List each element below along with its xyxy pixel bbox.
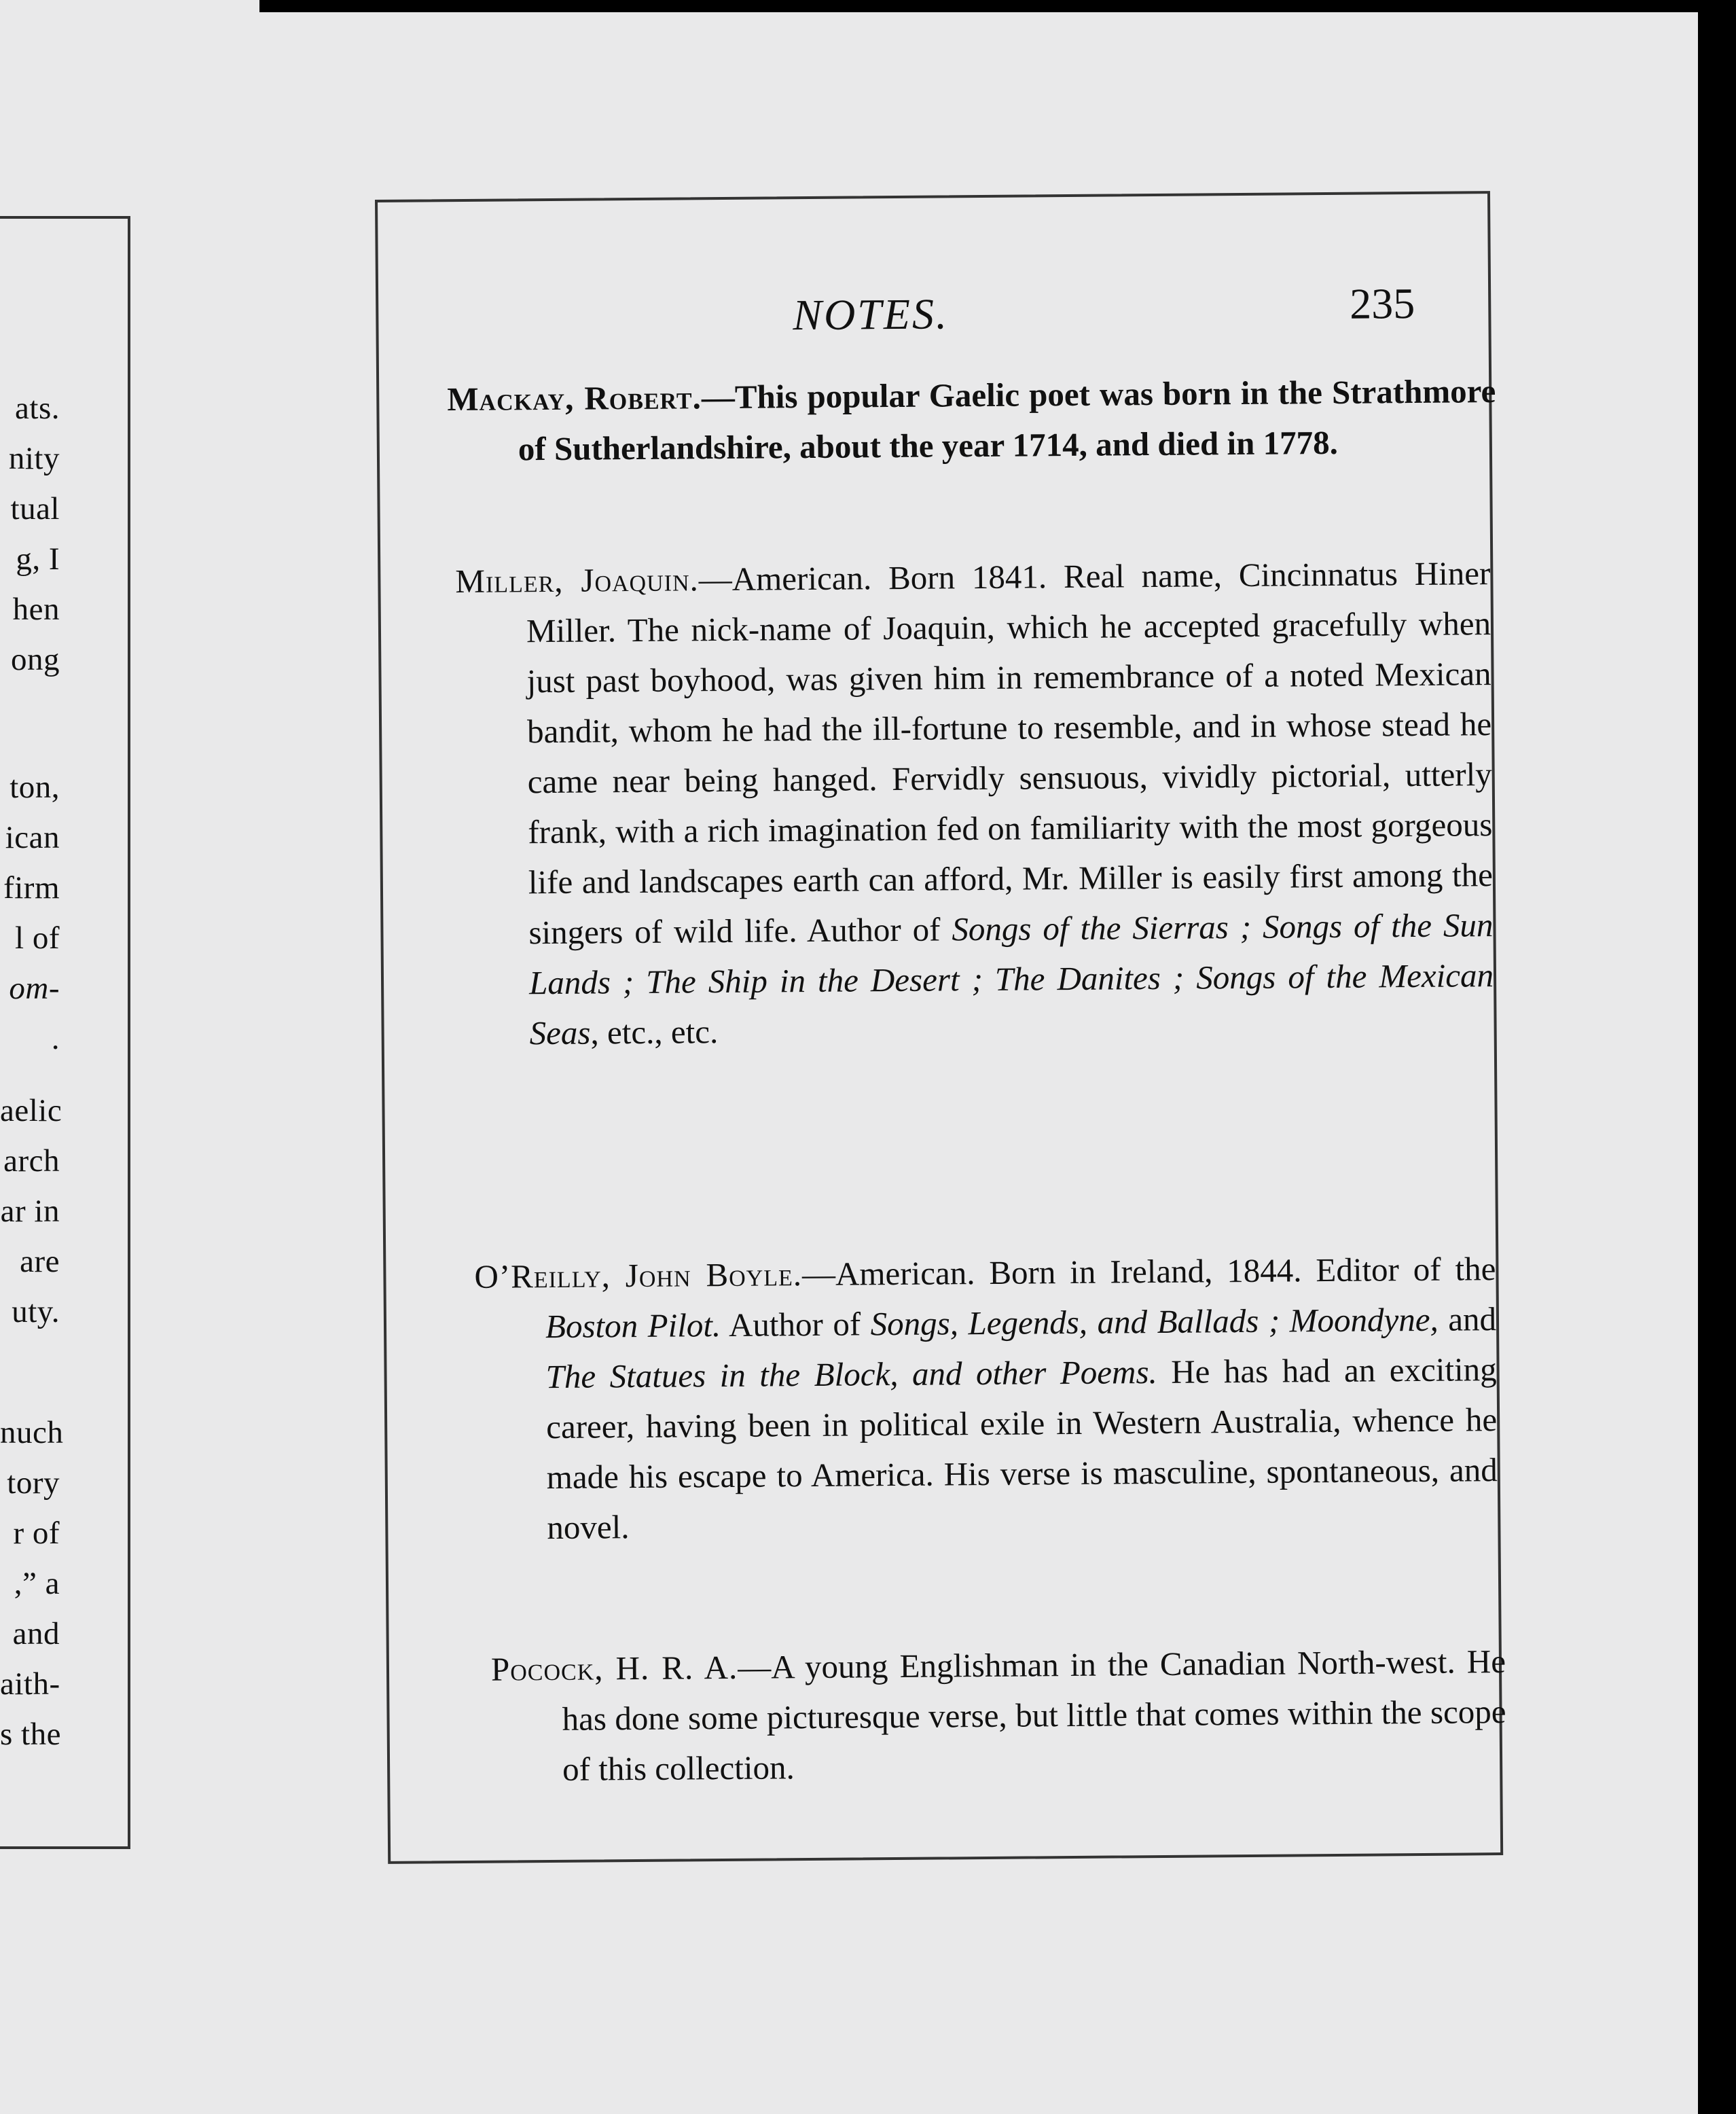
left-page-text-fragment: aith-: [0, 1666, 60, 1702]
left-page-text-fragment: aelic: [0, 1093, 62, 1128]
left-page-text-fragment: and: [12, 1616, 60, 1651]
left-page-text-fragment: nity: [8, 441, 60, 476]
left-page-fragment: [0, 0, 259, 2114]
left-page-text-fragment: om-: [9, 971, 60, 1006]
left-page-text-fragment: ,” a: [14, 1566, 60, 1601]
page-content: [378, 194, 1506, 1861]
entry-head-miller: Miller, Joaquin.: [455, 560, 700, 601]
entry-works-miller: Songs of the Sierras ; Songs of the Sun Lands ; The Ship in the Desert ; The Danites ; Songs of the Mexican Seas: [528, 906, 1494, 1052]
entry-body-oreilly-2: Author of: [720, 1305, 871, 1344]
entry-body-miller-end: , etc., etc.: [590, 1013, 719, 1052]
note-entry-miller: [455, 548, 1494, 1059]
note-entry-mackay: [447, 366, 1496, 475]
left-page-text-fragment: are: [20, 1244, 60, 1279]
page-number: 235: [1349, 279, 1415, 328]
entry-head-oreilly: O’Reilly, John Boyle.: [474, 1255, 803, 1295]
note-entry-pocock: [491, 1636, 1507, 1795]
left-page-text-fragment: uty.: [12, 1294, 60, 1329]
left-page-text-fragment: ats.: [15, 391, 60, 426]
left-page-text-fragment: ton,: [10, 770, 60, 805]
left-page-text-fragment: tual: [10, 491, 60, 526]
page-border-frame: [375, 191, 1506, 1864]
left-page-text-fragment: firm: [3, 870, 60, 906]
running-header-title: NOTES.: [793, 289, 950, 340]
left-page-text-fragment: s the: [0, 1717, 61, 1752]
entry-body-oreilly-3: and: [1438, 1300, 1497, 1338]
entry-body-miller-start: —American. Born 1841. Real name, Cincinnatus Hiner Miller. The nick-name of Joaquin, which he accepted gracefully when just past boyhood, was given him in remembrance of a noted Mexican bandit, whom he had the ill-fortune to resemble, and in whose stead he came near being hanged. Fervidly sensuous, vividly pictorial, utterly frank, with a rich imagination fed on familiarity with the most gorgeous life and landscapes earth can afford, Mr. Miller is easily first among the singers of wild life. Author of: [526, 554, 1494, 952]
entry-italic-oreilly-1: Boston Pilot.: [545, 1306, 721, 1346]
entry-head-mackay: Mackay, Robert.: [447, 378, 702, 418]
left-page-text-fragment: arch: [3, 1143, 60, 1179]
left-page-text-fragment: r of: [13, 1516, 60, 1551]
left-page-text-fragment: ong: [11, 642, 60, 677]
right-page: [255, 12, 1698, 2114]
left-page-text-fragment: g, I: [16, 541, 60, 577]
left-page-text-fragment: nuch: [0, 1415, 64, 1450]
entry-italic-oreilly-2: Songs, Legends, and Ballads ; Moondyne,: [870, 1300, 1439, 1343]
left-page-text-fragment: ican: [5, 820, 60, 855]
left-page-text-fragment: .: [51, 1021, 60, 1056]
entry-body-pocock: —A young Englishman in the Canadian North-west. He has done some picturesque verse, but little that comes within the scope of this collection.: [562, 1642, 1506, 1788]
note-entry-oreilly: [474, 1244, 1498, 1554]
entry-italic-oreilly-3: The Statues in the Block, and other Poems.: [545, 1353, 1157, 1396]
entry-head-pocock: Pocock, H. R. A.: [490, 1648, 738, 1688]
entry-body-mackay: —This popular Gaelic poet was born in the Strathmore of Sutherlandshire, about the year 1714, and died in 1778.: [518, 372, 1496, 468]
left-page-text-fragment: ar in: [0, 1194, 60, 1229]
entry-body-oreilly-1: —American. Born in Ireland, 1844. Editor of the: [801, 1250, 1496, 1293]
left-page-text-fragment: hen: [12, 592, 60, 627]
entry-body-oreilly-4: He has had an exciting career, having been in political exile in Western Australia, whence he made his escape to America. His verse is masculine, spontaneous, and novel.: [545, 1350, 1498, 1547]
left-page-text-fragment: tory: [7, 1465, 60, 1501]
left-page-text-fragment: l of: [15, 920, 60, 956]
